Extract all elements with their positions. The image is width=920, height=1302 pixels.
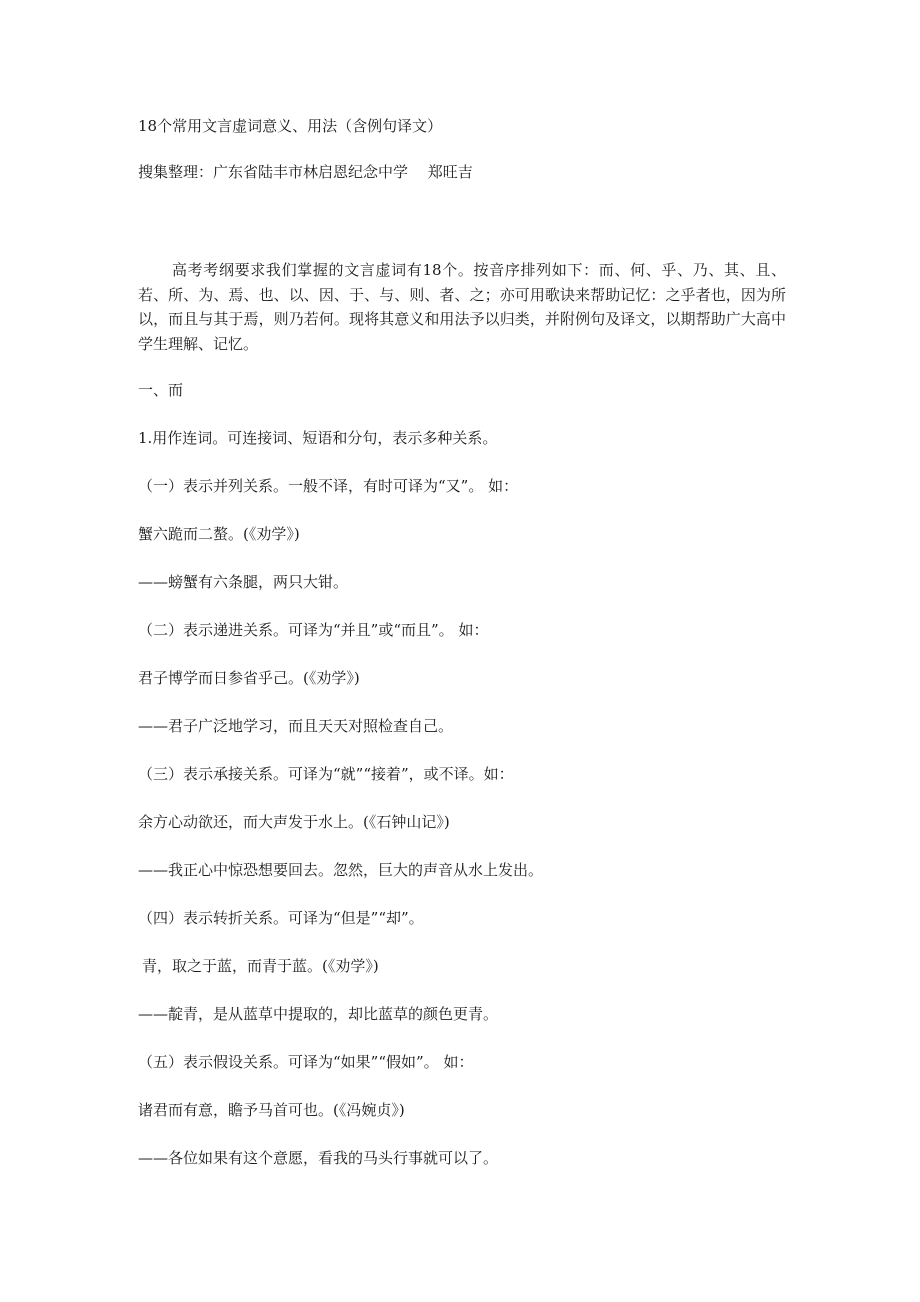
example-translation: ——君子广泛地学习，而且天天对照检查自己。 [138,717,454,735]
item-heading: （三）表示承接关系。可译为“就”“接着”，或不译。如： [138,765,514,783]
example-sentence: 诸君而有意，瞻予马首可也。(《冯婉贞》) [138,1101,405,1119]
example-translation: ——各位如果有这个意愿，看我的马头行事就可以了。 [138,1149,499,1167]
example-translation: ——螃蟹有六条腿，两只大钳。 [138,573,349,591]
author-line: 搜集整理：广东省陆丰市林启恩纪念中学 郑旺吉 [138,163,473,181]
section-heading: 一、而 [138,381,184,399]
usage-heading: 1.用作连词。可连接词、短语和分句，表示多种关系。 [138,429,498,447]
document-title: 18个常用文言虚词意义、用法（含例句译文） [138,117,443,135]
item-heading: （五）表示假设关系。可译为“如果”“假如”。 如： [138,1053,474,1071]
example-sentence: 君子博学而日参省乎己。(《劝学》) [138,669,360,687]
example-sentence: 蟹六跪而二螯。(《劝学》) [138,525,300,543]
item-heading: （二）表示递进关系。可译为“并且”或“而且”。 如： [138,621,489,639]
example-translation: ——我正心中惊恐想要回去。忽然，巨大的声音从水上发出。 [138,861,544,879]
intro-paragraph: 高考考纲要求我们掌握的文言虚词有18个。按音序排列如下：而、何、乎、乃、其、且、若、所、为、焉、也、以、因、于、与、则、者、之；亦可用歌诀来帮助记忆：之乎者也，因为所以，而且与其于焉，则乃若何。现将其意义和用法予以归类，并附例句及译文，以期帮助广大高中学生理解、记忆。 [138,261,786,353]
item-heading: （四）表示转折关系。可译为“但是”“却”。 [138,909,424,927]
item-heading: （一）表示并列关系。一般不译，有时可译为“又”。 如： [138,477,519,495]
example-sentence: 余方心动欲还，而大声发于水上。(《石钟山记》) [138,813,450,831]
example-translation: ——靛青，是从蓝草中提取的，却比蓝草的颜色更青。 [138,1005,499,1023]
example-sentence: 青，取之于蓝，而青于蓝。(《劝学》) [142,957,379,975]
